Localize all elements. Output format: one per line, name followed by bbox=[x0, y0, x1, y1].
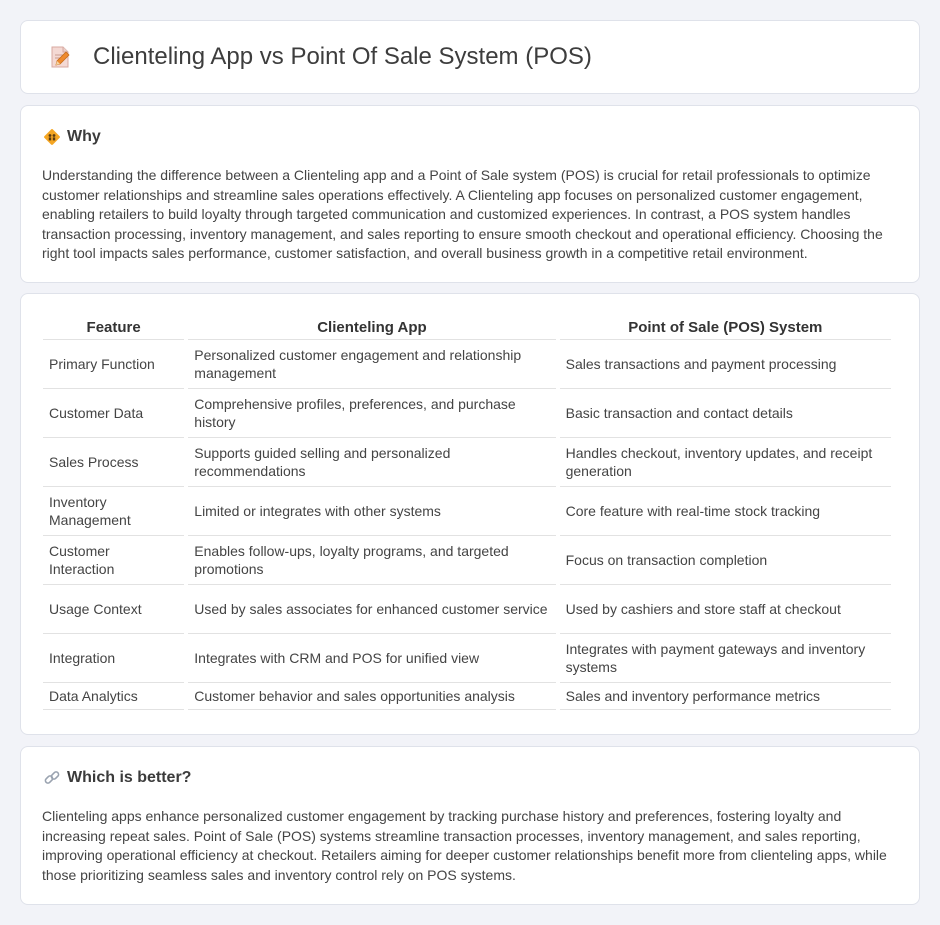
feature-cell: Primary Function bbox=[43, 340, 184, 389]
better-heading-row bbox=[43, 769, 191, 787]
pos-cell: Used by cashiers and store staff at checkout bbox=[560, 585, 891, 634]
clienteling-cell: Supports guided selling and personalized recommendations bbox=[188, 438, 555, 487]
pos-cell: Integrates with payment gateways and inventory systems bbox=[560, 634, 891, 683]
better-heading: Which is better? bbox=[67, 769, 192, 786]
pos-cell: Basic transaction and contact details bbox=[560, 389, 891, 438]
better-text: Clienteling apps enhance personalized customer engagement by tracking purchase history and preferences, fostering loyalty and increasing repeat sales. Point of Sale (POS) systems streamline transaction processes, inventory management, and sales reporting, improving operational efficiency at checkout. Retailers aiming for deeper customer relationships benefit more from clienteling apps, while those prioritizing seamless sales and inventory control rely on POS systems. bbox=[42, 808, 887, 883]
clienteling-cell: Limited or integrates with other systems bbox=[188, 487, 555, 536]
feature-cell: Usage Context bbox=[43, 585, 184, 634]
why-heading: Why bbox=[67, 128, 101, 145]
which-is-better-section bbox=[20, 746, 920, 905]
table-row bbox=[43, 487, 891, 536]
pos-cell: Core feature with real-time stock tracking bbox=[560, 487, 891, 536]
table-row bbox=[43, 634, 891, 683]
table-row bbox=[43, 585, 891, 634]
clienteling-cell: Enables follow-ups, loyalty programs, and targeted promotions bbox=[188, 536, 555, 585]
comparison-section bbox=[20, 293, 920, 735]
table-row bbox=[43, 536, 891, 585]
clienteling-cell: Integrates with CRM and POS for unified view bbox=[188, 634, 555, 683]
table-row bbox=[43, 683, 891, 710]
feature-cell: Sales Process bbox=[43, 438, 184, 487]
table-row bbox=[43, 340, 891, 389]
why-section bbox=[20, 105, 920, 283]
clienteling-cell: Comprehensive profiles, preferences, and purchase history bbox=[188, 389, 555, 438]
feature-cell: Inventory Management bbox=[43, 487, 184, 536]
table-row bbox=[43, 438, 891, 487]
feature-cell: Customer Interaction bbox=[43, 536, 184, 585]
pos-cell: Sales and inventory performance metrics bbox=[560, 683, 891, 710]
clienteling-cell: Used by sales associates for enhanced customer service bbox=[188, 585, 555, 634]
column-header-clienteling: Clienteling App bbox=[188, 316, 555, 340]
clienteling-cell: Customer behavior and sales opportunities analysis bbox=[188, 683, 555, 710]
page-title: Clienteling App vs Point Of Sale System (POS) bbox=[93, 43, 592, 70]
feature-cell: Data Analytics bbox=[43, 683, 184, 710]
pencil-document-icon bbox=[47, 44, 73, 70]
table-row bbox=[43, 389, 891, 438]
comparison-table bbox=[39, 316, 895, 710]
pos-cell: Handles checkout, inventory updates, and receipt generation bbox=[560, 438, 891, 487]
title-card bbox=[20, 20, 920, 94]
clienteling-cell: Personalized customer engagement and relationship management bbox=[188, 340, 555, 389]
link-icon bbox=[43, 769, 61, 787]
feature-cell: Customer Data bbox=[43, 389, 184, 438]
feature-cell: Integration bbox=[43, 634, 184, 683]
diamond-people-icon bbox=[43, 128, 61, 146]
table-header-row bbox=[43, 316, 891, 340]
pos-cell: Sales transactions and payment processing bbox=[560, 340, 891, 389]
column-header-feature: Feature bbox=[43, 316, 184, 340]
why-heading-row bbox=[43, 128, 101, 146]
why-text: Understanding the difference between a Clienteling app and a Point of Sale system (POS) is crucial for retail professionals to optimize customer relationships and streamline sales operations effectively. A Clienteling app focuses on personalized customer engagement, enabling retailers to build loyalty through targeted communication and customized experiences. In contrast, a POS system handles transaction processing, inventory management, and sales reporting to ensure smooth checkout and operational efficiency. Choosing the right tool impacts sales performance, customer satisfaction, and overall business growth in a competitive retail environment. bbox=[42, 167, 883, 261]
column-header-pos: Point of Sale (POS) System bbox=[560, 316, 891, 340]
pos-cell: Focus on transaction completion bbox=[560, 536, 891, 585]
